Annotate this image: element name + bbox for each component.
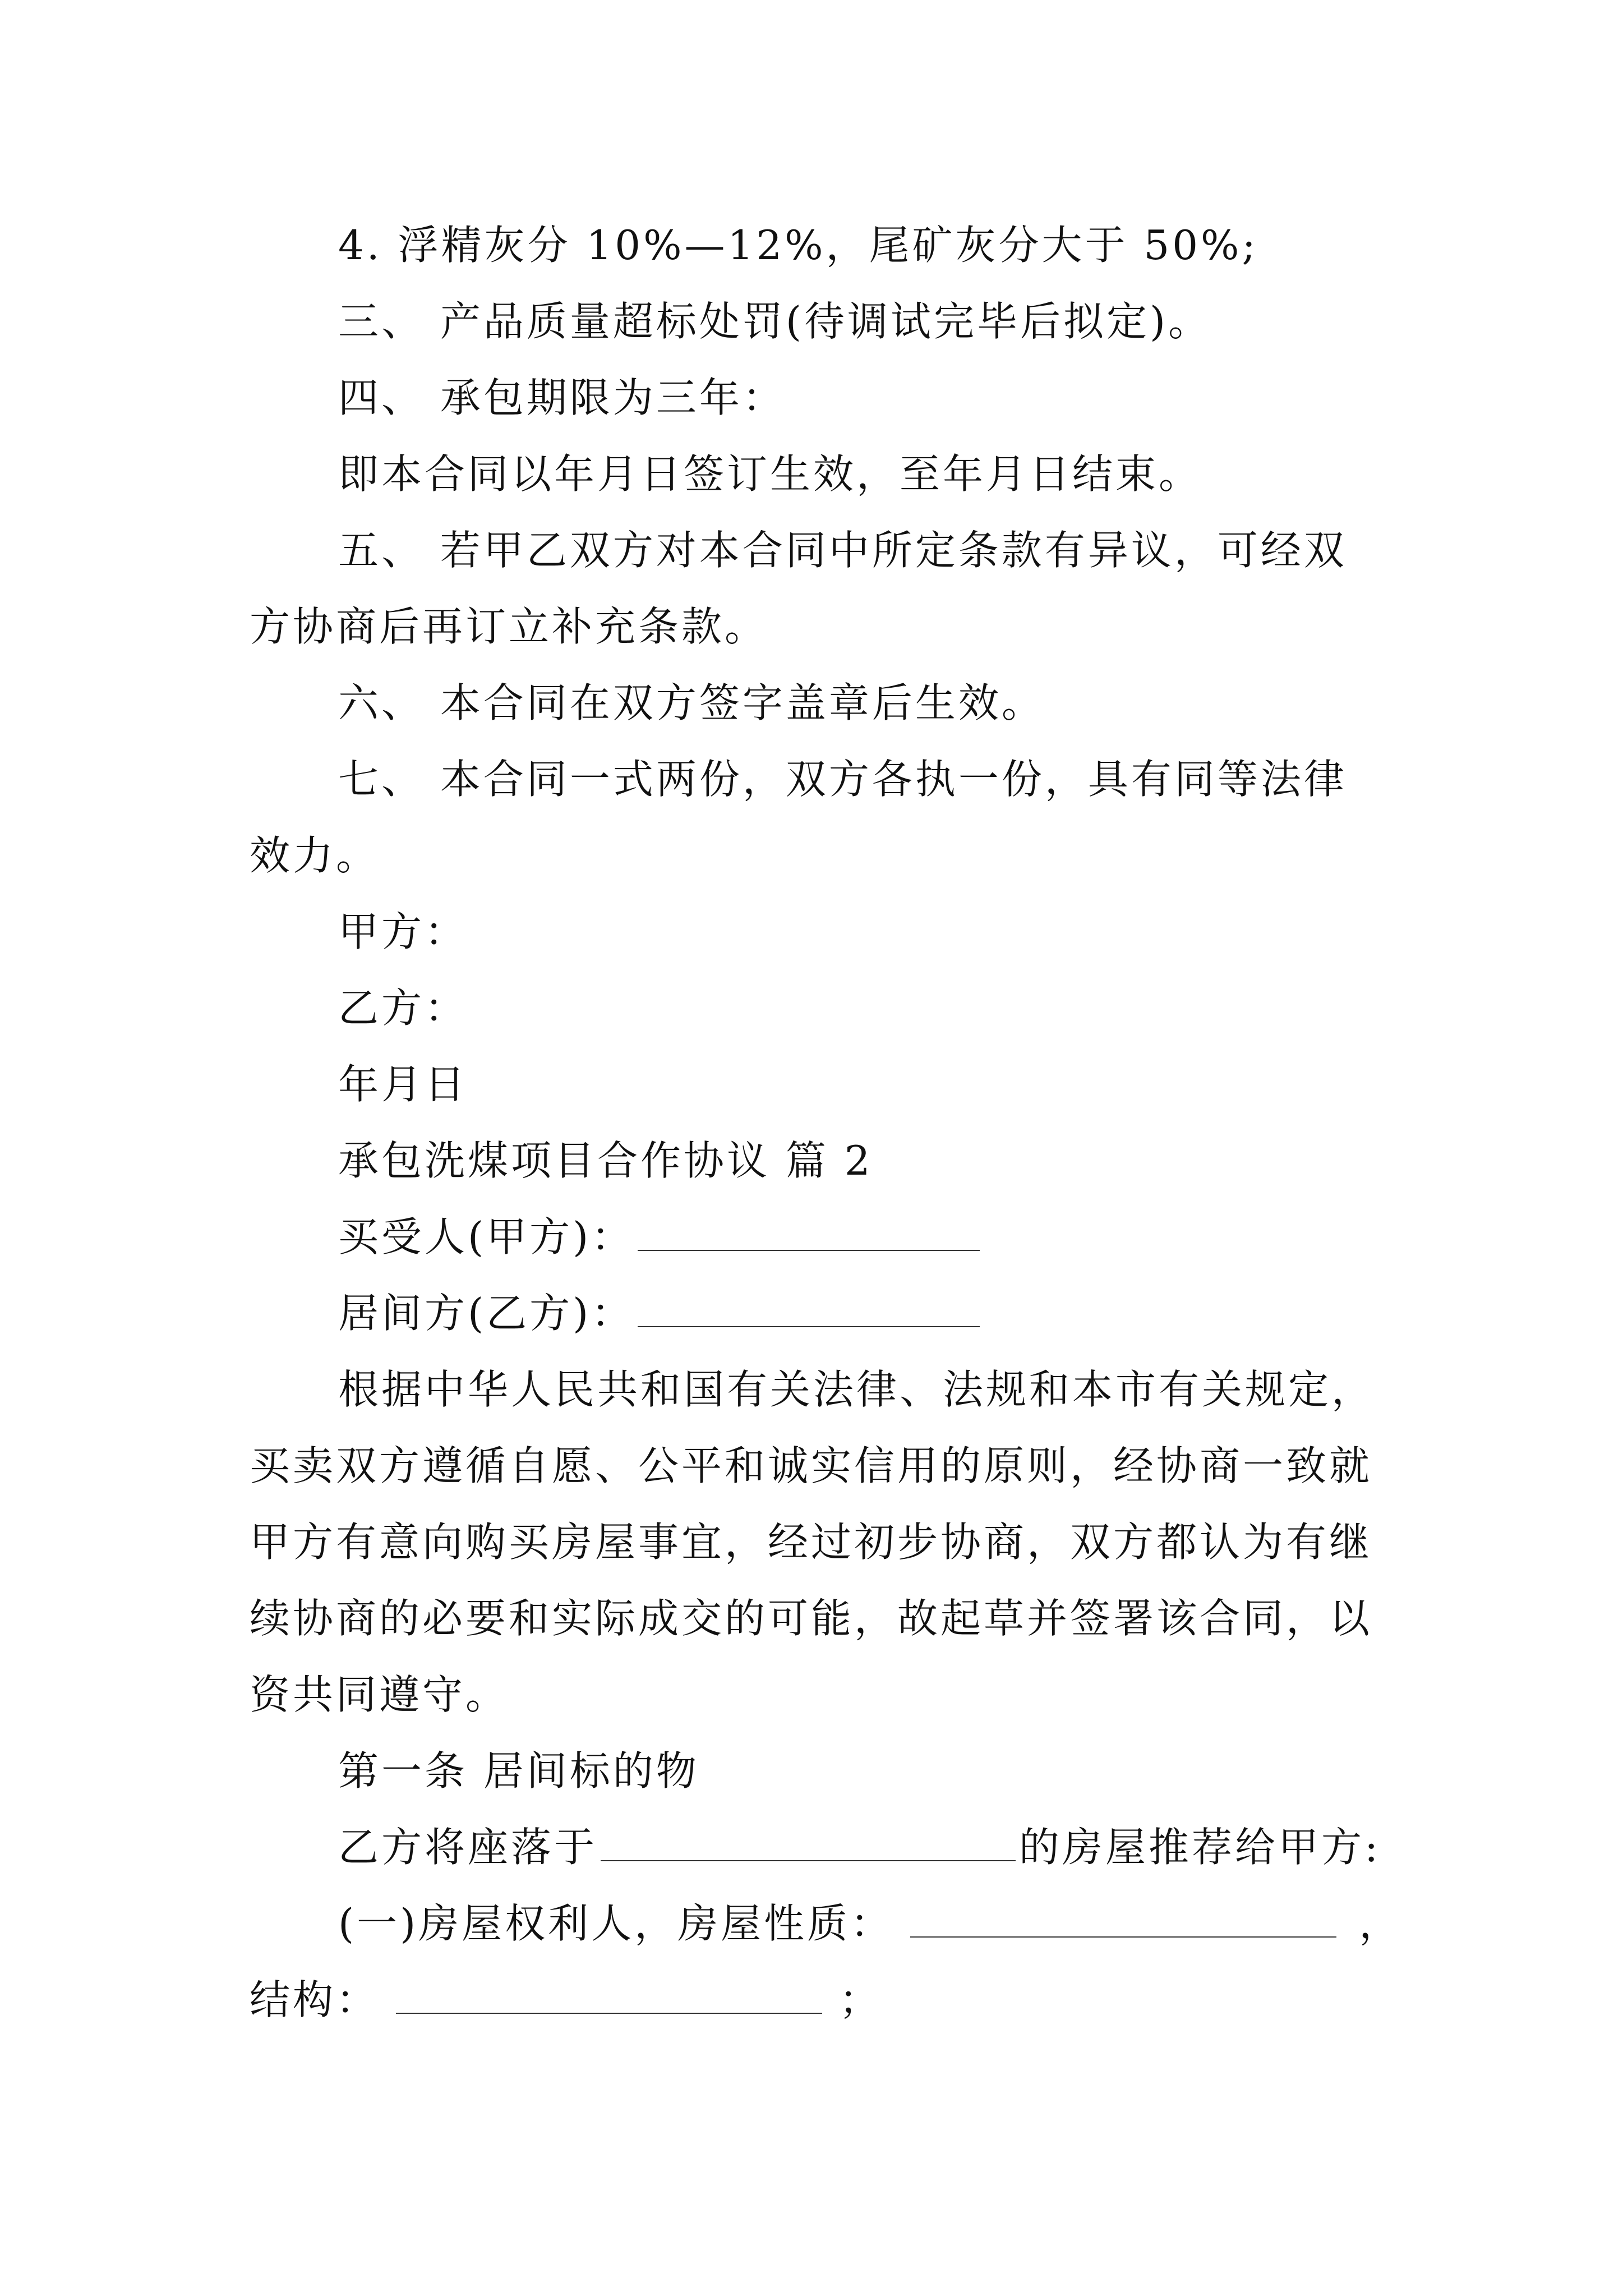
party-a-label: 甲方： bbox=[338, 908, 468, 955]
structure-label: 结构： bbox=[250, 1976, 380, 2023]
clause-seven-cont: 效力。 bbox=[250, 832, 380, 879]
agent-blank bbox=[638, 1292, 980, 1327]
clause-five-cont: 方协商后再订立补充条款。 bbox=[250, 603, 768, 650]
article-one-heading: 第一条 居间标的物 bbox=[338, 1747, 699, 1795]
buyer-blank bbox=[638, 1216, 980, 1251]
preamble-line: 续协商的必要和实际成交的可能，故起草并签署该合同，以 bbox=[250, 1595, 1373, 1642]
preamble-line: 买卖双方遵循自愿、公平和诚实信用的原则，经协商一致就 bbox=[250, 1442, 1373, 1489]
preamble-line: 根据中华人民共和国有关法律、法规和本市有关规定， bbox=[338, 1366, 1375, 1413]
structure-line bbox=[250, 1975, 882, 2025]
party-b-label: 乙方： bbox=[338, 984, 468, 1032]
preamble-line: 甲方有意向购买房屋事宜，经过初步协商，双方都认为有继 bbox=[250, 1519, 1373, 1566]
property-comma: ， bbox=[1359, 1900, 1403, 1947]
property-label: (一)房屋权利人，房屋性质： bbox=[338, 1900, 894, 1947]
property-line bbox=[338, 1898, 1402, 1949]
clause-seven: 七、 本合同一式两份，双方各执一份，具有同等法律 bbox=[338, 756, 1347, 803]
preamble-line: 资共同遵守。 bbox=[250, 1671, 509, 1718]
clause-five: 五、 若甲乙双方对本合同中所定条款有异议，可经双 bbox=[338, 527, 1347, 574]
structure-semicolon: ； bbox=[839, 1976, 883, 2023]
property-nature-blank bbox=[910, 1903, 1336, 1938]
structure-blank bbox=[396, 1979, 822, 2014]
location-suffix: 的房屋推荐给甲方: bbox=[1019, 1824, 1381, 1871]
location-blank bbox=[601, 1826, 1016, 1861]
clause-line: 4. 浮精灰分 10%—12%，尾矿灰分大于 50%; bbox=[338, 222, 1258, 269]
agent-label: 居间方(乙方)： bbox=[338, 1290, 635, 1337]
agent-line bbox=[338, 1288, 983, 1338]
clause-three: 三、 产品质量超标处罚(待调试完毕后拟定)。 bbox=[338, 298, 1212, 345]
location-prefix: 乙方将座落于 bbox=[338, 1824, 598, 1871]
clause-four: 四、 承包期限为三年： bbox=[338, 374, 786, 421]
term-line: 即本合同以年月日签订生效，至年月日结束。 bbox=[338, 450, 1202, 498]
clause-six: 六、 本合同在双方签字盖章后生效。 bbox=[338, 679, 1045, 726]
section-heading: 承包洗煤项目合作协议 篇 2 bbox=[338, 1137, 873, 1184]
date-line: 年月日 bbox=[338, 1061, 468, 1108]
buyer-line bbox=[338, 1212, 983, 1262]
location-line bbox=[338, 1822, 1381, 1872]
buyer-label: 买受人(甲方)： bbox=[338, 1213, 635, 1260]
